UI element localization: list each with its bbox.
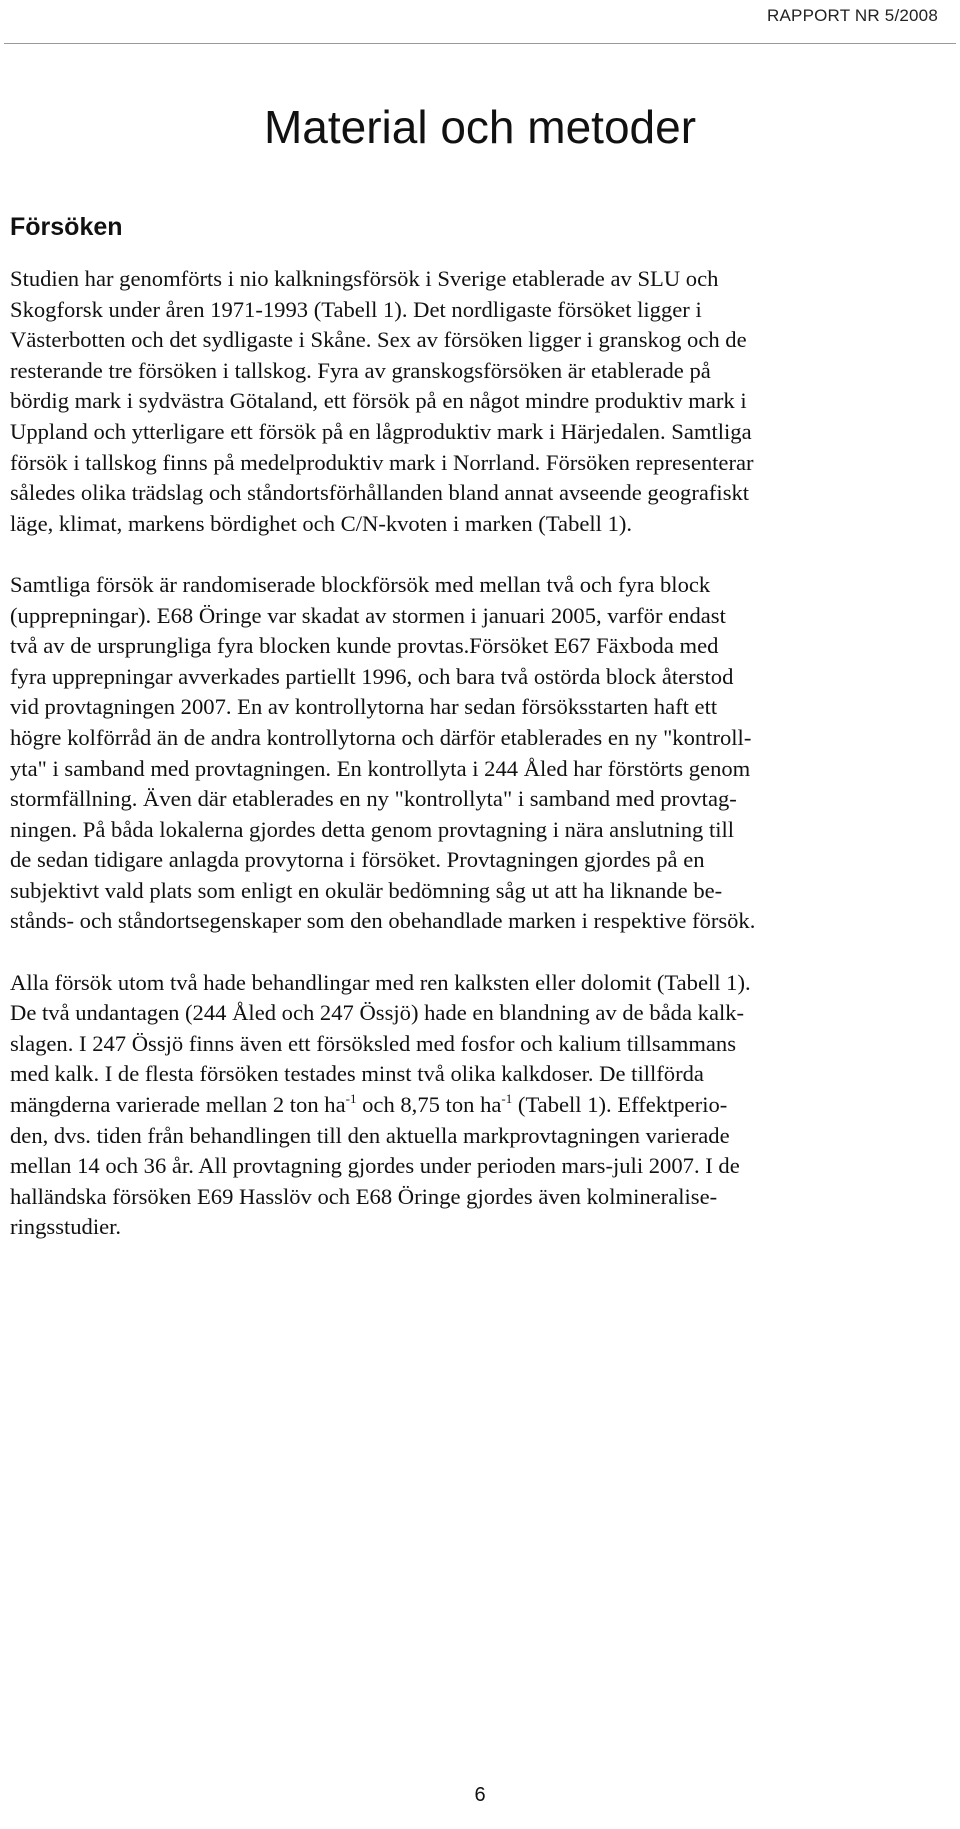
paragraph-1 <box>10 264 956 539</box>
paragraph-3 <box>10 968 956 1243</box>
text-line: två av de ursprungliga fyra blocken kunde provtas.Försöket E67 Fäxboda med <box>10 633 719 659</box>
text-line: Samtliga försök är randomiserade blockförsök med mellan två och fyra block <box>10 571 711 597</box>
header-rule <box>4 43 956 44</box>
chapter-title: Material och metoder <box>263 101 697 153</box>
text-line: fyra upprepningar avverkades partiellt 1996, och bara två ostörda block återstod <box>10 663 734 689</box>
text-line: ringsstudier. <box>10 1214 122 1240</box>
text-line: med kalk. I de flesta försöken testades minst två olika kalkdoser. De tillförda <box>10 1061 704 1087</box>
text-line: (upprepningar). E68 Öringe var skadat av stormen i januari 2005, varför endast <box>10 602 726 628</box>
text-line: stormfällning. Även där etablerades en ny "kontrollyta" i samband med provtag- <box>10 786 737 812</box>
text-fragment: (Tabell 1). Effektperio- <box>512 1092 728 1118</box>
text-line: Studien har genomförts i nio kalkningsförsök i Sverige etablerade av SLU och <box>10 266 719 291</box>
body-text <box>10 264 956 1274</box>
text-line: högre kolförråd än de andra kontrollytorna och därför etablerades en ny "kontroll- <box>10 724 752 750</box>
superscript: -1 <box>345 1091 357 1107</box>
text-line: Skogforsk under åren 1971-1993 (Tabell 1). Det nordligaste försöket ligger i <box>10 296 702 322</box>
text-line: stånds- och ståndortsegenskaper som den obehandlade marken i respektive försök. <box>10 908 756 934</box>
paragraph-2 <box>10 570 956 937</box>
text-line: försök i tallskog finns på medelproduktiv mark i Norrland. Försöken representerar <box>10 449 754 475</box>
text-line: ningen. På båda lokalerna gjordes detta genom provtagning i nära anslutning till <box>10 816 735 842</box>
text-line: subjektivt vald plats som enligt en okulär bedömning såg ut att ha liknande be- <box>10 877 723 903</box>
superscript: -1 <box>501 1091 513 1107</box>
text-line: yta" i samband med provtagningen. En kontrollyta i 244 Åled har förstörts genom <box>10 755 751 781</box>
text-line: bördig mark i sydvästra Götaland, ett försök på en något mindre produktiv mark i <box>10 388 747 414</box>
text-line: halländska försöken E69 Hasslöv och E68 Öringe gjordes även kolmineralise- <box>10 1183 718 1209</box>
text-line: Uppland och ytterligare ett försök på en lågproduktiv mark i Härjedalen. Samtliga <box>10 418 752 444</box>
text-line: vid provtagningen 2007. En av kontrollytorna har sedan försöksstarten haft ett <box>10 694 718 720</box>
text-fragment: och 8,75 ton ha <box>356 1092 502 1118</box>
text-line: således olika trädslag och ståndortsförhållanden bland annat avseende geografiskt <box>10 480 750 506</box>
text-line: slagen. I 247 Össjö finns även ett försöksled med fosfor och kalium tillsammans <box>10 1030 737 1056</box>
page-number: 6 <box>474 1784 486 1806</box>
running-header: RAPPORT NR 5/2008 <box>767 6 938 25</box>
section-heading: Försöken <box>10 213 123 241</box>
text-line: De två undantagen (244 Åled och 247 Össjö) hade en blandning av de båda kalk- <box>10 1000 745 1026</box>
text-line: Alla försök utom två hade behandlingar med ren kalksten eller dolomit (Tabell 1). <box>10 969 751 995</box>
text-line: mellan 14 och 36 år. All provtagning gjordes under perioden mars-juli 2007. I de <box>10 1153 740 1179</box>
text-fragment: mängderna varierade mellan 2 ton ha <box>10 1092 346 1118</box>
text-line: den, dvs. tiden från behandlingen till den aktuella markprovtagningen varierade <box>10 1122 730 1148</box>
text-line: de sedan tidigare anlagda provytorna i försöket. Provtagningen gjordes på en <box>10 847 705 873</box>
text-line: resterande tre försöken i tallskog. Fyra av granskogsförsöken är etablerade på <box>10 357 711 383</box>
text-line: läge, klimat, markens bördighet och C/N-kvoten i marken (Tabell 1). <box>10 510 633 536</box>
text-line-with-superscripts <box>10 1090 956 1121</box>
text-line: Västerbotten och det sydligaste i Skåne. Sex av försöken ligger i granskog och de <box>10 327 747 353</box>
